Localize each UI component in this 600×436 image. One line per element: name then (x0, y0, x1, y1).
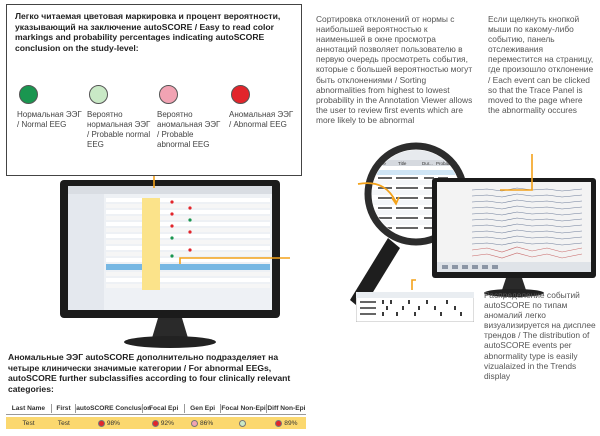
col-first: First (56, 404, 71, 412)
probable-abnormal-dot-icon (159, 85, 178, 104)
col-diff-non-epi: Diff Non-Epi (267, 404, 306, 412)
abnormal-dot-icon (275, 420, 282, 427)
click-description: Если щелкнуть кнопкой мыши по какому-либо событию, панель отслеживания переместится на страницу, где произошло отклонение / Each event can be clicked so that the Trace Panel is moved to the page where the abnormality occures (488, 14, 594, 115)
legend-abnormal (229, 85, 295, 130)
sorting-description: Сортировка отклонений от нормы с наибольшей вероятностью к наименьшей в окне просмотра аннотаций позволяет пользователю в первую очередь просмотреть события, которые с большей вероятностью могут быть отклонениями / Sorting abnormalities from highest to lowest probability in the Annotation Viewer allows the user to review first events which are more likely to be abnormal (316, 14, 473, 125)
col-focal-non-epi: Focal Non-Epi (221, 404, 266, 412)
col-gen-epi: Gen Epi (190, 404, 216, 412)
lens-header-time: Time (376, 161, 386, 166)
trends-description: Распределение событий autoSCORE по типам аномалий легко визуализируется на дисплее трендов / The distribution of autoSCORE events per abnormality type is easily vizualaized in the Trends display (484, 290, 596, 381)
legend-probable-abnormal (157, 85, 223, 150)
abnormal-dot-icon (98, 420, 105, 427)
cell-gen-epi (184, 420, 219, 427)
lens-header-title: Title (398, 161, 407, 166)
lens-header-duration: Dur... (422, 161, 433, 166)
subclassification-description: Аномальные ЭЭГ autoSCORE дополнительно подразделяет на четыре клинически значимые категории / For abnormal EEGs, autoSCORE further subclassifies according to four clinically relevant categories: (8, 352, 291, 394)
autoscore-table (6, 402, 306, 429)
diff-non-epi-value: 89% (284, 419, 298, 427)
probable-normal-dot-icon (239, 420, 246, 427)
legend-label: Нормальная ЭЭГ / Normal EEG (17, 110, 82, 129)
legend-label: Аномальная ЭЭГ / Abnormal EEG (229, 110, 294, 129)
lens-header-probability: Probability (436, 161, 458, 166)
cell-focal-non-epi (221, 420, 266, 427)
cell-focal-epi (142, 420, 183, 427)
normal-dot-icon (19, 85, 38, 104)
legend-label: Вероятно аномальная ЭЭГ / Probable abnormal EEG (157, 110, 221, 149)
col-conclusion: autoSCORE Conclusion (76, 404, 152, 412)
color-legend-callout (6, 4, 302, 176)
trends-panel (356, 292, 474, 322)
col-last-name: Last Name (11, 404, 46, 412)
gen-epi-value: 86% (199, 419, 214, 427)
conclusion-value: 98% (106, 419, 121, 427)
callout-arrows (150, 176, 310, 266)
abnormal-dot-icon (152, 420, 159, 427)
col-focal-epi: Focal Epi (148, 404, 179, 412)
legend-probable-normal (87, 85, 153, 150)
legend-normal (17, 85, 83, 130)
cell-first: Test (57, 419, 70, 427)
cell-conclusion (77, 420, 142, 427)
probable-abnormal-dot-icon (191, 420, 198, 427)
cell-diff-non-epi (267, 420, 306, 427)
magnifier-arrows (300, 150, 600, 300)
probable-normal-dot-icon (89, 85, 108, 104)
cell-last-name: Test (22, 419, 35, 427)
callout-title: Легко читаемая цветовая маркировка и процент вероятности, указывающий на заключение autoSCORE / Easy to read color markings and probability percentages indicating autoSCORE conclusion on the study-level: (15, 11, 281, 53)
legend-label: Вероятно нормальная ЭЭГ / Probable normal EEG (87, 110, 151, 149)
abnormal-dot-icon (231, 85, 250, 104)
table-header (6, 402, 306, 415)
table-row[interactable] (6, 417, 306, 429)
focal-epi-value: 92% (160, 419, 174, 427)
